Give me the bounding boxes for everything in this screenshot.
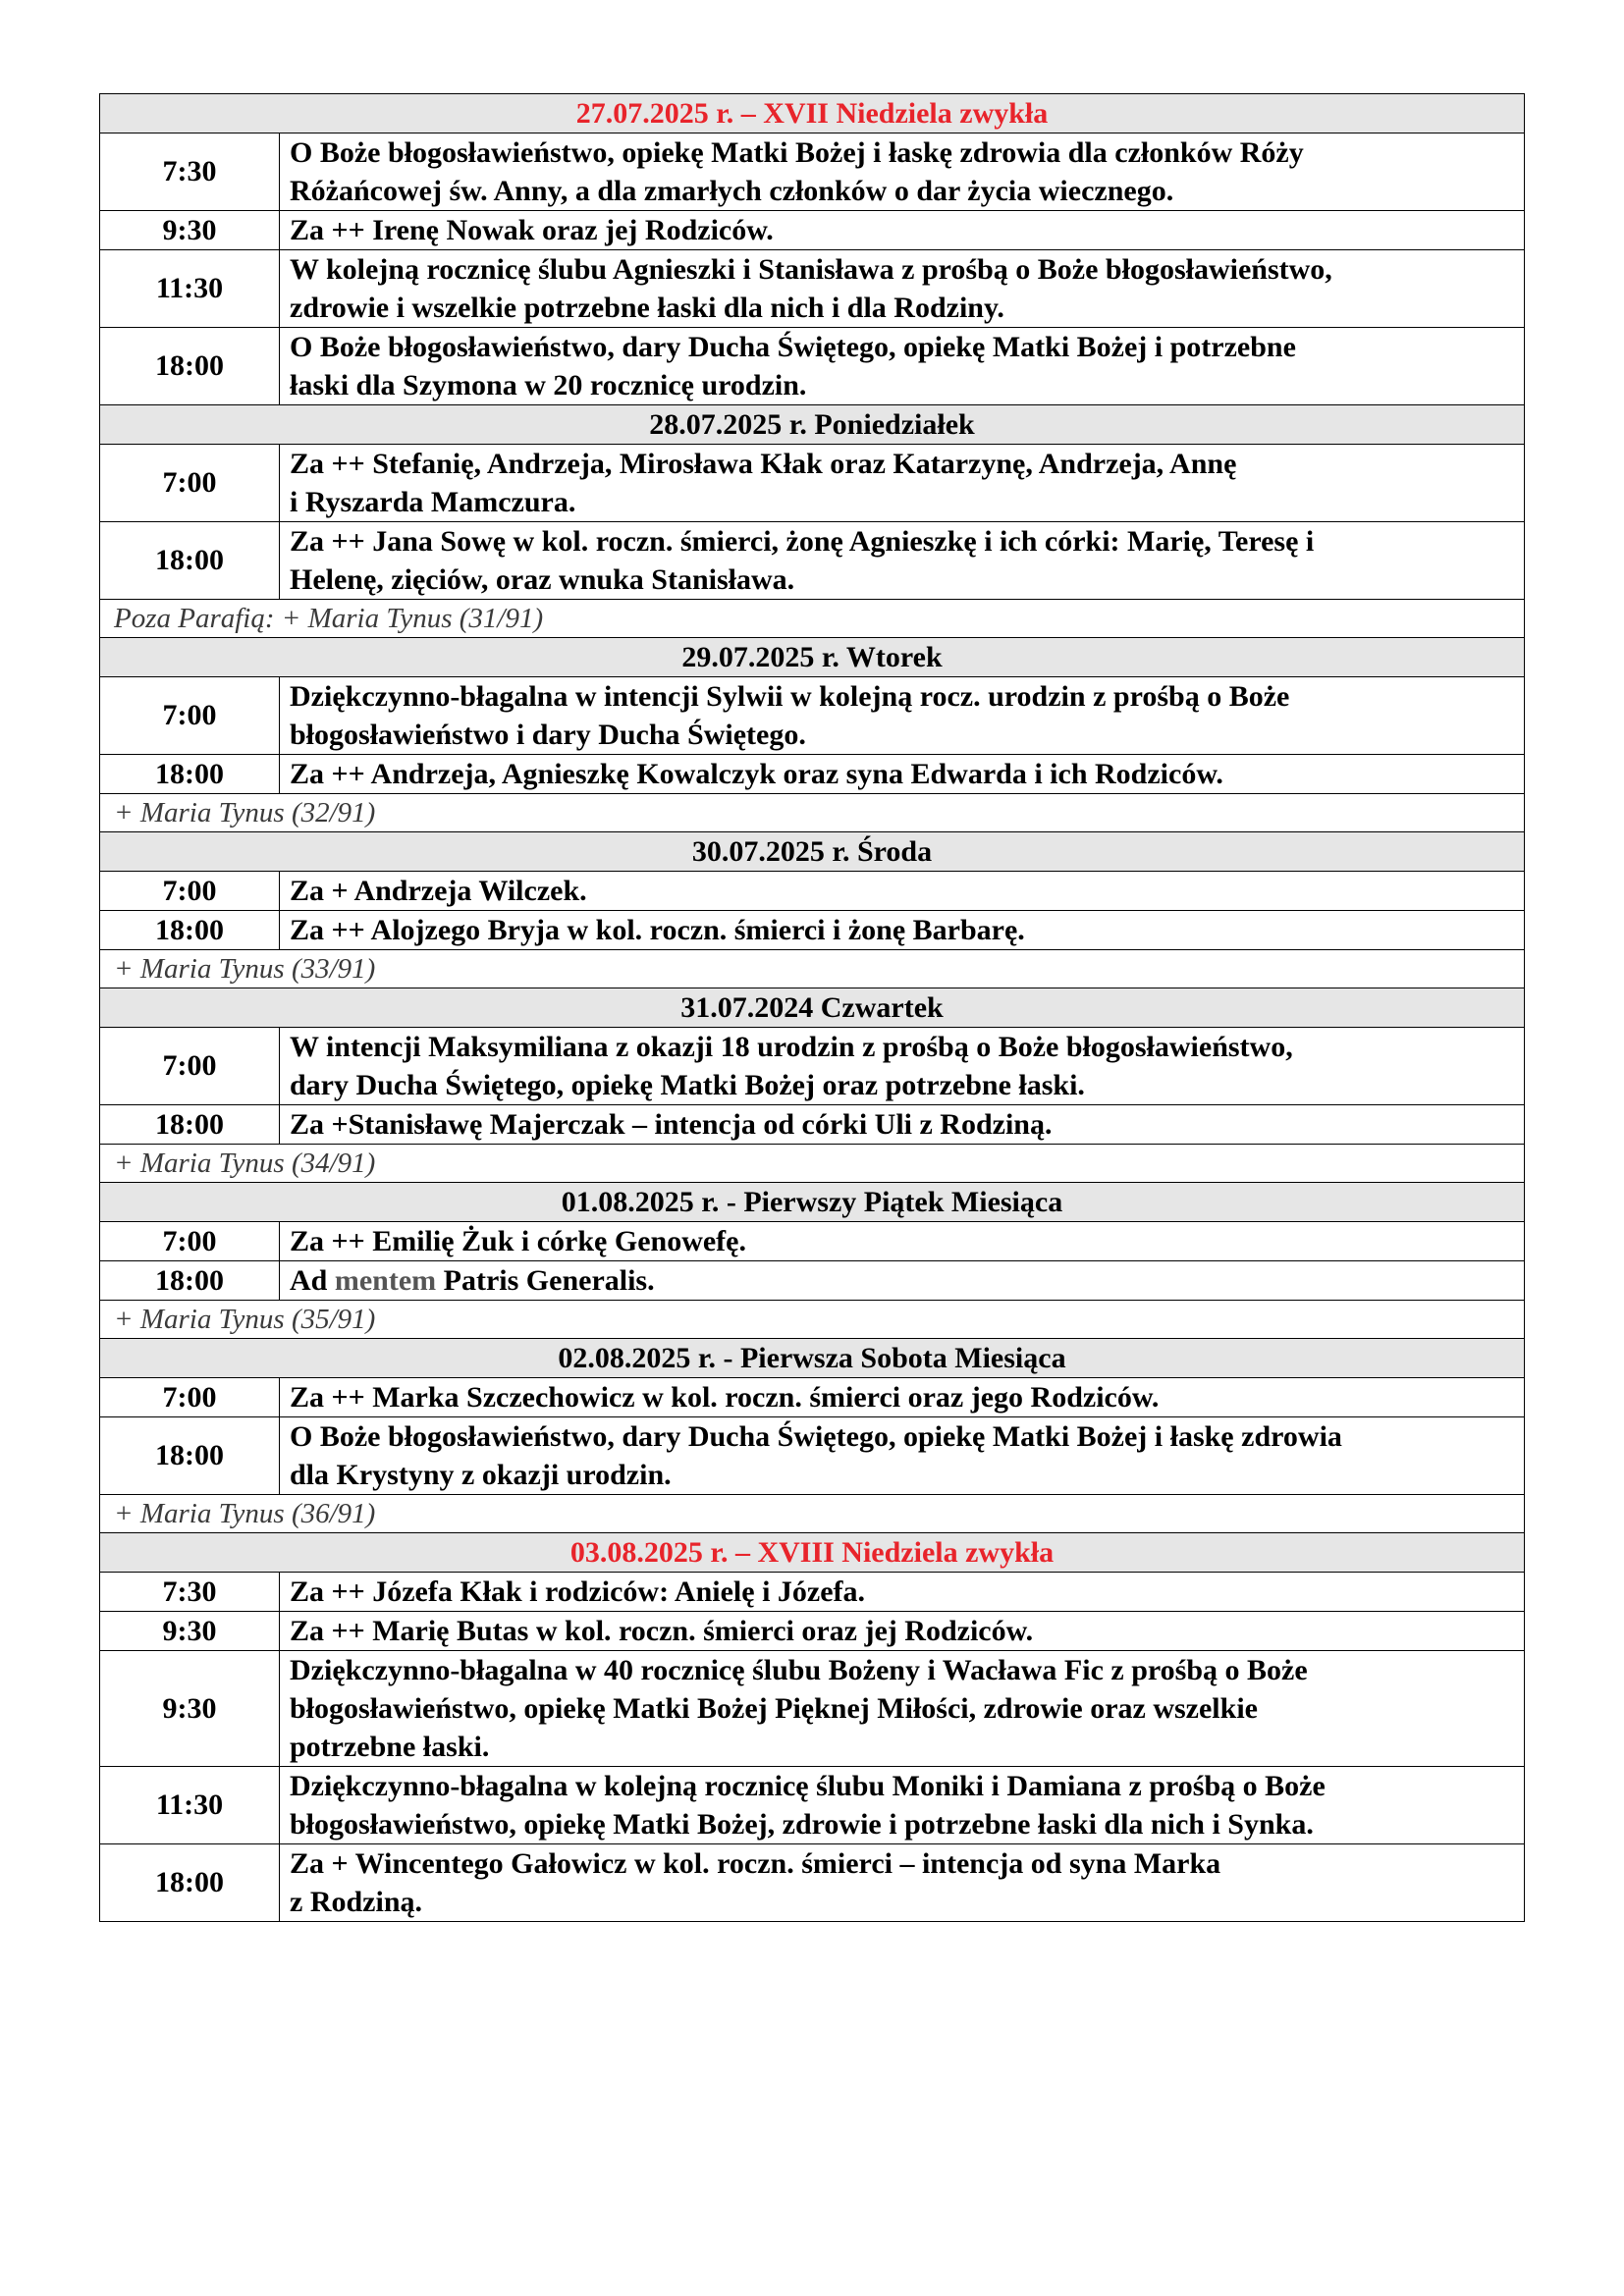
intention-line: łaski dla Szymona w 20 rocznicę urodzin.: [290, 369, 807, 401]
intention-line: Ad mentem Patris Generalis.: [290, 1264, 655, 1297]
mass-intention: [280, 1612, 1525, 1651]
mass-time: 18:00: [100, 1105, 280, 1145]
mass-intention: [280, 872, 1525, 911]
mass-intention: [280, 211, 1525, 250]
day-header: 28.07.2025 r. Poniedziałek: [100, 405, 1525, 445]
intention-line: W intencji Maksymiliana z okazji 18 urodzin z prośbą o Boże błogosławieństwo,: [290, 1031, 1293, 1063]
intention-line: potrzebne łaski.: [290, 1731, 490, 1763]
intention-line: i Ryszarda Mamczura.: [290, 486, 576, 518]
mass-time: 18:00: [100, 755, 280, 794]
mass-intention: [280, 1844, 1525, 1922]
intention-line: Za ++ Jana Sowę w kol. roczn. śmierci, żonę Agnieszkę i ich córki: Marię, Teresę i: [290, 525, 1315, 558]
mass-row: [100, 872, 1525, 911]
day-header: 02.08.2025 r. - Pierwsza Sobota Miesiąca: [100, 1339, 1525, 1378]
mass-row: [100, 1222, 1525, 1261]
intention-line: Za ++ Marię Butas w kol. roczn. śmierci oraz jej Rodziców.: [290, 1615, 1034, 1647]
mass-intention: [280, 250, 1525, 328]
intention-line: Za + Andrzeja Wilczek.: [290, 875, 587, 907]
intention-line: Za ++ Andrzeja, Agnieszkę Kowalczyk oraz syna Edwarda i ich Rodziców.: [290, 758, 1223, 790]
day-header-row: [100, 988, 1525, 1028]
day-header-row: [100, 1183, 1525, 1222]
intention-line: W kolejną rocznicę ślubu Agnieszki i Stanisława z prośbą o Boże błogosławieństwo,: [290, 253, 1332, 286]
note-row: [100, 1495, 1525, 1533]
mass-intention: [280, 1261, 1525, 1301]
schedule-body: [100, 94, 1525, 1922]
intention-line: Za ++ Alojzego Bryja w kol. roczn. śmierci i żonę Barbarę.: [290, 914, 1025, 946]
mass-row: [100, 211, 1525, 250]
note-row: [100, 1301, 1525, 1339]
mass-row: [100, 1378, 1525, 1417]
mass-time: 9:30: [100, 1612, 280, 1651]
mass-time: 9:30: [100, 211, 280, 250]
mass-row: [100, 677, 1525, 755]
mass-time: 18:00: [100, 1417, 280, 1495]
intention-line: błogosławieństwo, opiekę Matki Bożej Pięknej Miłości, zdrowie oraz wszelkie: [290, 1692, 1258, 1725]
note-row: [100, 950, 1525, 988]
intention-line: Różańcowej św. Anny, a dla zmarłych członków o dar życia wiecznego.: [290, 175, 1174, 207]
mass-intention: [280, 445, 1525, 522]
mass-row: [100, 1612, 1525, 1651]
note-row: [100, 600, 1525, 638]
intention-line: O Boże błogosławieństwo, dary Ducha Świętego, opiekę Matki Bożej i potrzebne: [290, 331, 1296, 363]
mass-time: 18:00: [100, 911, 280, 950]
intention-line: Za ++ Emilię Żuk i córkę Genowefę.: [290, 1225, 746, 1257]
intention-line: błogosławieństwo, opiekę Matki Bożej, zdrowie i potrzebne łaski dla nich i Synka.: [290, 1808, 1314, 1841]
intention-line: Za ++ Marka Szczechowicz w kol. roczn. śmierci oraz jego Rodziców.: [290, 1381, 1160, 1414]
mass-intention: [280, 328, 1525, 405]
mass-row: [100, 911, 1525, 950]
mass-time: 18:00: [100, 1261, 280, 1301]
mass-time: 18:00: [100, 522, 280, 600]
intention-line: zdrowie i wszelkie potrzebne łaski dla nich i dla Rodziny.: [290, 292, 1004, 324]
mass-row: [100, 755, 1525, 794]
intention-line: Za + Wincentego Gałowicz w kol. roczn. śmierci – intencja od syna Marka: [290, 1847, 1221, 1880]
mass-row: [100, 133, 1525, 211]
mass-row: [100, 1844, 1525, 1922]
mass-time: 7:00: [100, 1378, 280, 1417]
intention-line: Za +Stanisławę Majerczak – intencja od córki Uli z Rodziną.: [290, 1108, 1053, 1141]
mass-intention: [280, 133, 1525, 211]
day-header-row: [100, 1533, 1525, 1573]
mass-time: 9:30: [100, 1651, 280, 1767]
outside-parish-note: + Maria Tynus (35/91): [100, 1301, 1525, 1339]
outside-parish-note: + Maria Tynus (33/91): [100, 950, 1525, 988]
intention-line: Dziękczynno-błagalna w kolejną rocznicę ślubu Moniki i Damiana z prośbą o Boże: [290, 1770, 1326, 1802]
mass-intention: [280, 1651, 1525, 1767]
mass-intention: [280, 522, 1525, 600]
mass-row: [100, 1767, 1525, 1844]
day-header: 31.07.2024 Czwartek: [100, 988, 1525, 1028]
mass-time: 7:00: [100, 1028, 280, 1105]
mass-row: [100, 1417, 1525, 1495]
mass-row: [100, 250, 1525, 328]
intention-line: O Boże błogosławieństwo, opiekę Matki Bożej i łaskę zdrowia dla członków Róży: [290, 136, 1304, 169]
mass-row: [100, 1651, 1525, 1767]
mass-time: 11:30: [100, 250, 280, 328]
day-header: 01.08.2025 r. - Pierwszy Piątek Miesiąca: [100, 1183, 1525, 1222]
day-header-row: [100, 1339, 1525, 1378]
mass-time: 7:00: [100, 872, 280, 911]
outside-parish-note: Poza Parafią: + Maria Tynus (31/91): [100, 600, 1525, 638]
outside-parish-note: + Maria Tynus (36/91): [100, 1495, 1525, 1533]
mass-row: [100, 522, 1525, 600]
mass-intention: [280, 1222, 1525, 1261]
outside-parish-note: + Maria Tynus (34/91): [100, 1145, 1525, 1183]
intention-line: dary Ducha Świętego, opiekę Matki Bożej oraz potrzebne łaski.: [290, 1069, 1085, 1101]
intention-line: Dziękczynno-błagalna w intencji Sylwii w kolejną rocz. urodzin z prośbą o Boże: [290, 680, 1290, 713]
mass-row: [100, 1028, 1525, 1105]
mass-row: [100, 445, 1525, 522]
mass-row: [100, 328, 1525, 405]
intention-line: Za ++ Józefa Kłak i rodziców: Anielę i Józefa.: [290, 1575, 866, 1608]
mass-intention: [280, 1378, 1525, 1417]
gray-word: mentem: [334, 1264, 437, 1297]
mass-time: 11:30: [100, 1767, 280, 1844]
mass-time: 7:00: [100, 1222, 280, 1261]
day-header-row: [100, 405, 1525, 445]
mass-intention: [280, 1105, 1525, 1145]
mass-time: 7:30: [100, 1573, 280, 1612]
mass-intention: [280, 911, 1525, 950]
mass-intention: [280, 1417, 1525, 1495]
day-header: 27.07.2025 r. – XVII Niedziela zwykła: [100, 94, 1525, 133]
intention-line: Dziękczynno-błagalna w 40 rocznicę ślubu Bożeny i Wacława Fic z prośbą o Boże: [290, 1654, 1308, 1686]
mass-intention: [280, 677, 1525, 755]
mass-row: [100, 1261, 1525, 1301]
intention-line: Za ++ Stefanię, Andrzeja, Mirosława Kłak oraz Katarzynę, Andrzeja, Annę: [290, 448, 1237, 480]
mass-time: 18:00: [100, 1844, 280, 1922]
mass-intention: [280, 1573, 1525, 1612]
mass-intention: [280, 755, 1525, 794]
day-header-row: [100, 832, 1525, 872]
mass-time: 7:30: [100, 133, 280, 211]
mass-row: [100, 1573, 1525, 1612]
mass-time: 7:00: [100, 445, 280, 522]
mass-row: [100, 1105, 1525, 1145]
mass-intentions-table: [99, 93, 1525, 1922]
day-header-row: [100, 94, 1525, 133]
intention-line: O Boże błogosławieństwo, dary Ducha Świętego, opiekę Matki Bożej i łaskę zdrowia: [290, 1420, 1342, 1453]
note-row: [100, 794, 1525, 832]
mass-intention: [280, 1028, 1525, 1105]
note-row: [100, 1145, 1525, 1183]
mass-time: 18:00: [100, 328, 280, 405]
day-header: 29.07.2025 r. Wtorek: [100, 638, 1525, 677]
intention-line: błogosławieństwo i dary Ducha Świętego.: [290, 719, 806, 751]
intention-line: dla Krystyny z okazji urodzin.: [290, 1459, 672, 1491]
intention-line: Za ++ Irenę Nowak oraz jej Rodziców.: [290, 214, 774, 246]
day-header: 03.08.2025 r. – XVIII Niedziela zwykła: [100, 1533, 1525, 1573]
day-header-row: [100, 638, 1525, 677]
outside-parish-note: + Maria Tynus (32/91): [100, 794, 1525, 832]
intention-line: Helenę, zięciów, oraz wnuka Stanisława.: [290, 563, 795, 596]
intention-line: z Rodziną.: [290, 1886, 422, 1918]
mass-time: 7:00: [100, 677, 280, 755]
day-header: 30.07.2025 r. Środa: [100, 832, 1525, 872]
mass-intention: [280, 1767, 1525, 1844]
